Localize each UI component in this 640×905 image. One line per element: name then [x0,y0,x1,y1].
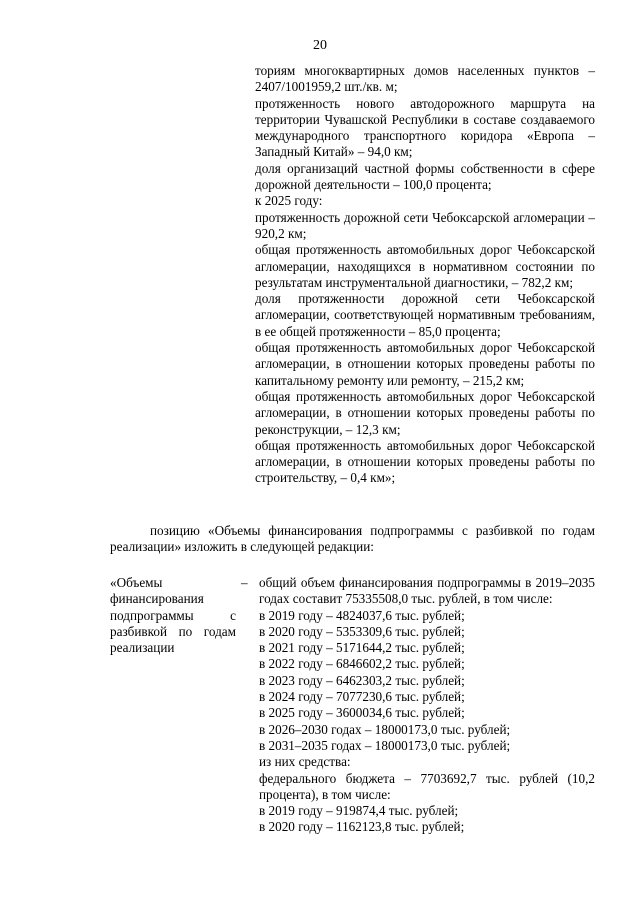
indicator-paragraph: доля протяженности дорожной сети Чебоксарской агломерации, соответствующей нормативным требованиям, в ее общей протяженности – 85,0 процента; [255,291,595,339]
indicators-list [255,63,595,487]
indicator-paragraph: общая протяженность автомобильных дорог Чебоксарской агломерации, находящихся в нормативном состоянии по результатам инструментальной диагностики, – 782,2 км; [255,242,595,290]
position-dash: – [241,575,248,590]
indicator-paragraph: общая протяженность автомобильных дорог Чебоксарской агломерации, в отношении которых проведены работы по реконструкции, – 12,3 км; [255,388,595,437]
financing-line: в 2021 году – 5171644,2 тыс. рублей; [259,640,465,656]
financing-line: в 2023 году – 6462303,2 тыс. рублей; [259,672,465,688]
financing-line: в 2025 году – 3600034,6 тыс. рублей; [259,705,465,721]
financing-line: в 2019 году – 4824037,6 тыс. рублей; [259,607,465,623]
financing-line: из них средства: [259,754,351,770]
financing-line: в 2020 году – 5353309,6 тыс. рублей; [259,623,465,639]
intro-paragraph: позицию «Объемы финансирования подпрограммы с разбивкой по годам реализации» изложить в следующей редакции: [110,523,595,555]
indicator-paragraph: общая протяженность автомобильных дорог Чебоксарской агломерации, в отношении которых проведены работы по капитальному ремонту или ремонту, – 215,2 км; [255,340,595,388]
financing-line: в 2022 году – 6846602,2 тыс. рублей; [259,656,465,672]
indicator-paragraph: общая протяженность автомобильных дорог Чебоксарской агломерации, в отношении которых проведены работы по строительству, – 0,4 км»; [255,437,595,486]
financing-details [259,575,595,836]
position-label: «Объемы финансирования подпрограммы с разбивкой по годам реализации [110,575,236,656]
indicator-paragraph: протяженность нового автодорожного маршрута на территории Чувашской Республики в составе создаваемого международного транспортного коридора «Европа – Западный Китай» – 94,0 км; [255,95,595,160]
financing-line: общий объем финансирования подпрограммы в 2019–2035 годах составит 75335508,0 тыс. рублей, в том числе: [259,575,595,607]
financing-line: в 2026–2030 годах – 18000173,0 тыс. рублей; [259,721,511,737]
financing-line: в 2019 году – 919874,4 тыс. рублей; [259,803,459,819]
financing-line: в 2024 году – 7077230,6 тыс. рублей; [259,689,465,705]
page-number: 20 [313,38,327,53]
indicator-paragraph: протяженность дорожной сети Чебоксарской агломерации – 920,2 км; [255,209,595,241]
indicator-paragraph: к 2025 году: [255,193,323,209]
financing-line: в 2020 году – 1162123,8 тыс. рублей; [259,819,465,835]
financing-line: в 2031–2035 годах – 18000173,0 тыс. рублей; [259,737,511,753]
financing-line: федерального бюджета – 7703692,7 тыс. рублей (10,2 процента), в том числе: [259,770,595,802]
indicator-paragraph: доля организаций частной формы собственности в сфере дорожной деятельности – 100,0 процента; [255,160,595,193]
indicator-paragraph: ториям многоквартирных домов населенных пунктов – 2407/1001959,2 шт./кв. м; [255,63,595,95]
